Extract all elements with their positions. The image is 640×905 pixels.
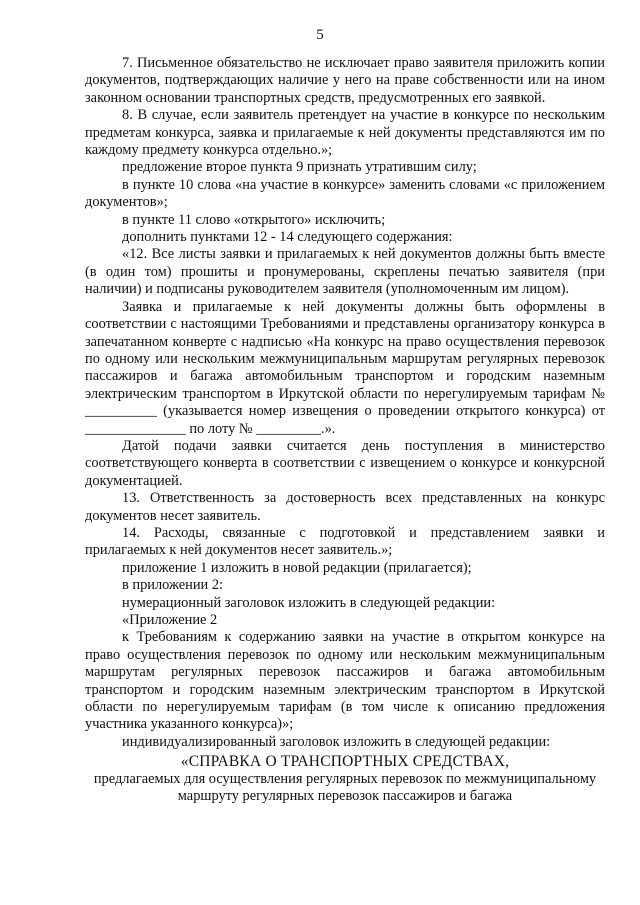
- paragraph-appendix-2-label: «Приложение 2: [122, 612, 218, 628]
- paragraph-amendment-9: предложение второе пункта 9 признать утратившим силу;: [122, 159, 477, 176]
- paragraph-amendment-12-14: дополнить пунктами 12 - 14 следующего содержания:: [122, 229, 453, 246]
- paragraph-envelope: Заявка и прилагаемые к ней документы должны быть оформлены в соответствии с настоящими Требованиями и представлены организатору конкурса в запечатанном конверте с надписью «На конкурс на право осуществления перевозок по одному или нескольким межмуниципальным маршрутам регулярных перевозок пассажиров и багажа автомобильным транспортом и городским наземным электрическим транспортом в Иркутской области по нерегулируемым тарифам № __________ (указывается номер извещения о проведении открытого конкурса) от ______________ по лоту № _________.».: [85, 298, 605, 437]
- paragraph-item-8: 8. В случае, если заявитель претендует на участие в конкурсе по нескольким предметам конкурса, заявка и прилагаемые к ней документы представляются им по каждому предмету конкурса отдельно.»;: [85, 107, 605, 159]
- page-number: 5: [316, 27, 324, 43]
- paragraph-submission-date: Датой подачи заявки считается день поступления в министерство соответствующего конверта в соответствии с извещением о конкурсе и конкурсной документацией.: [85, 437, 605, 489]
- paragraph-item-14: 14. Расходы, связанные с подготовкой и представлением заявки и прилагаемых к ней документов несет заявитель.»;: [85, 524, 605, 559]
- paragraph-appendix-1: приложение 1 изложить в новой редакции (прилагается);: [122, 559, 472, 576]
- paragraph-amendment-10: в пункте 10 слова «на участие в конкурсе» заменить словами «с приложением документов»;: [85, 176, 605, 211]
- paragraph-requirements: к Требованиям к содержанию заявки на участие в открытом конкурсе на право осуществления перевозок по одному или нескольким межмуниципальным маршрутам регулярных перевозок пассажиров и багажа автомобильным транспортом и городским наземным электрическим транспортом в Иркутской области по нерегулируемым тарифам (в том числе к описанию предложения участника указанного конкурса)»;: [85, 629, 605, 733]
- paragraph-appendix-2: в приложении 2:: [122, 577, 224, 594]
- heading-subtitle: предлагаемых для осуществления регулярных перевозок по межмуниципальному маршруту регулярных перевозок пассажиров и багажа: [93, 770, 597, 805]
- paragraph-amendment-11: в пункте 11 слово «открытого» исключить;: [122, 211, 386, 228]
- paragraph-item-13: 13. Ответственность за достоверность всех представленных на конкурс документов несет заявитель.: [85, 490, 605, 524]
- heading-title: «СПРАВКА О ТРАНСПОРТНЫХ СРЕДСТВАХ,: [180, 753, 510, 771]
- paragraph-numbering-heading: нумерационный заголовок изложить в следующей редакции:: [122, 594, 496, 611]
- paragraph-item-7: 7. Письменное обязательство не исключает право заявителя приложить копии документов, подтверждающих наличие у него на праве собственности или на ином законном основании транспортных средств, предусмотренных его заявкой.: [85, 55, 605, 106]
- document-body: [85, 55, 605, 805]
- paragraph-individual-heading: индивидуализированный заголовок изложить в следующей редакции:: [122, 733, 551, 750]
- paragraph-item-12: «12. Все листы заявки и прилагаемых к ней документов должны быть вместе (в один том) прошиты и пронумерованы, скреплены печатью заявителя (при наличии) и подписаны руководителем заявителя (уполномоченным им лицом).: [85, 246, 605, 298]
